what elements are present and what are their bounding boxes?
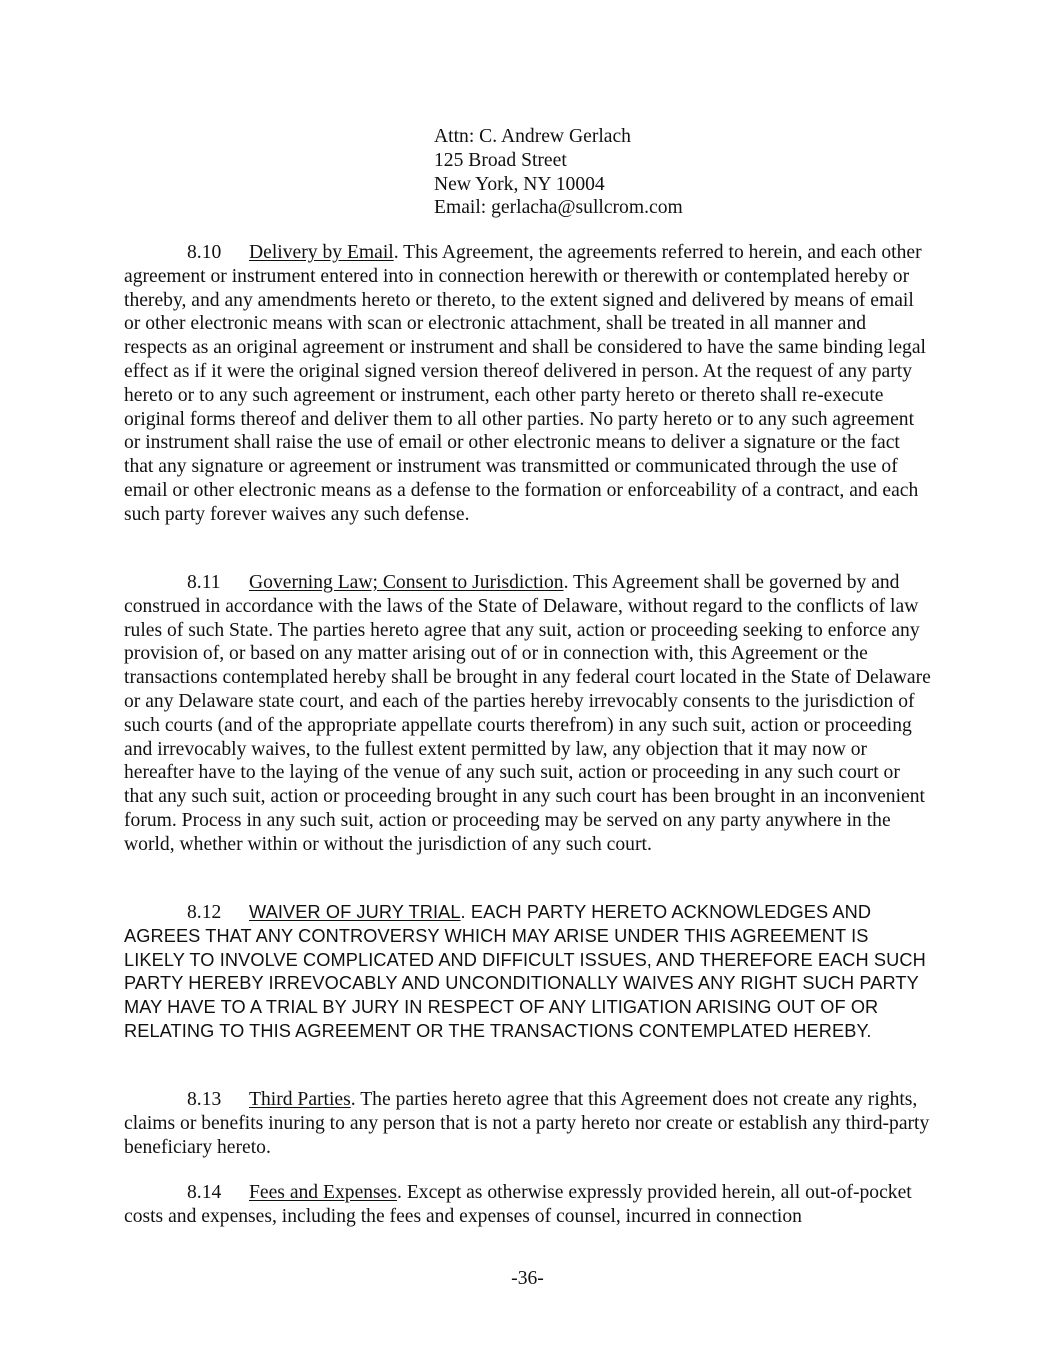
section-number: 8.10	[187, 242, 222, 263]
section-body: . The parties hereto agree that this Agreement does not create any rights, claims or benefits inuring to any person that is not a party hereto nor create or establish any third-party beneficiary hereto.	[124, 1089, 930, 1158]
email-line: Email: gerlacha@sullcrom.com	[434, 197, 683, 219]
page-number: -36-	[511, 1268, 544, 1289]
section-8-14	[124, 1181, 932, 1229]
section-8-10	[124, 241, 932, 527]
section-8-12	[124, 901, 932, 1044]
section-number: 8.14	[187, 1182, 222, 1203]
section-heading: WAIVER OF JURY TRIAL	[249, 902, 461, 922]
attn-line: Attn: C. Andrew Gerlach	[434, 126, 631, 147]
section-8-13	[124, 1088, 932, 1159]
section-body: . This Agreement shall be governed by and construed in accordance with the laws of the State of Delaware, without regard to the conflicts of law rules of such State. The parties hereto agree that any suit, action or proceeding seeking to enforce any provision of, or based on any matter arising out of or in connection with, this Agreement or the transactions contemplated hereby shall be brought in any federal court located in the State of Delaware or any Delaware state court, and each of the parties hereby irrevocably consents to the jurisdiction of such courts (and of the appropriate appellate courts therefrom) in any such suit, action or proceeding and irrevocably waives, to the fullest extent permitted by law, any objection that it may now or hereafter have to the laying of the venue of any such suit, action or proceeding in any such court or that any such suit, action or proceeding brought in any such court has been brought in an inconvenient forum. Process in any such suit, action or proceeding may be served on any party anywhere in the world, whether within or without the jurisdiction of any such court.	[124, 572, 931, 855]
section-number: 8.12	[187, 902, 222, 923]
address-block	[434, 125, 934, 220]
section-body: . EACH PARTY HERETO ACKNOWLEDGES AND AGREES THAT ANY CONTROVERSY WHICH MAY ARISE UNDER THIS AGREEMENT IS LIKELY TO INVOLVE COMPLICATED AND DIFFICULT ISSUES, AND THEREFORE EACH SUCH PARTY HEREBY IRREVOCABLY AND UNCONDITIONALLY WAIVES ANY RIGHT SUCH PARTY MAY HAVE TO A TRIAL BY JURY IN RESPECT OF ANY LITIGATION ARISING OUT OF OR RELATING TO THIS AGREEMENT OR THE TRANSACTIONS CONTEMPLATED HEREBY.	[124, 902, 926, 1041]
section-heading: Governing Law; Consent to Jurisdiction	[249, 572, 564, 593]
section-body: . Except as otherwise expressly provided herein, all out-of-pocket costs and expenses, including the fees and expenses of counsel, incurred in connection	[124, 1182, 912, 1227]
street-line: 125 Broad Street	[434, 149, 567, 171]
section-8-11	[124, 571, 932, 857]
section-heading: Fees and Expenses	[249, 1182, 398, 1203]
section-number: 8.13	[187, 1089, 222, 1110]
section-number: 8.11	[187, 572, 221, 593]
section-heading: Third Parties	[249, 1089, 351, 1110]
section-heading: Delivery by Email	[249, 242, 394, 263]
section-body: . This Agreement, the agreements referred to herein, and each other agreement or instrument entered into in connection herewith or therewith or contemplated hereby or thereby, and any amendments hereto or thereto, to the extent signed and delivered by means of email or other electronic means with scan or electronic attachment, shall be treated in all manner and respects as an original agreement or instrument and shall be considered to have the same binding legal effect as if it were the original signed version thereof delivered in person. At the request of any party hereto or to any such agreement or instrument, each other party hereto or thereto shall re-execute original forms thereof and deliver them to all other parties. No party hereto or to any such agreement or instrument shall raise the use of email or other electronic means to deliver a signature or the fact that any signature or agreement or instrument was transmitted or communicated through the use of email or other electronic means as a defense to the formation or enforceability of a contract, and each such party forever waives any such defense.	[124, 242, 926, 525]
city-line: New York, NY 10004	[434, 173, 605, 195]
